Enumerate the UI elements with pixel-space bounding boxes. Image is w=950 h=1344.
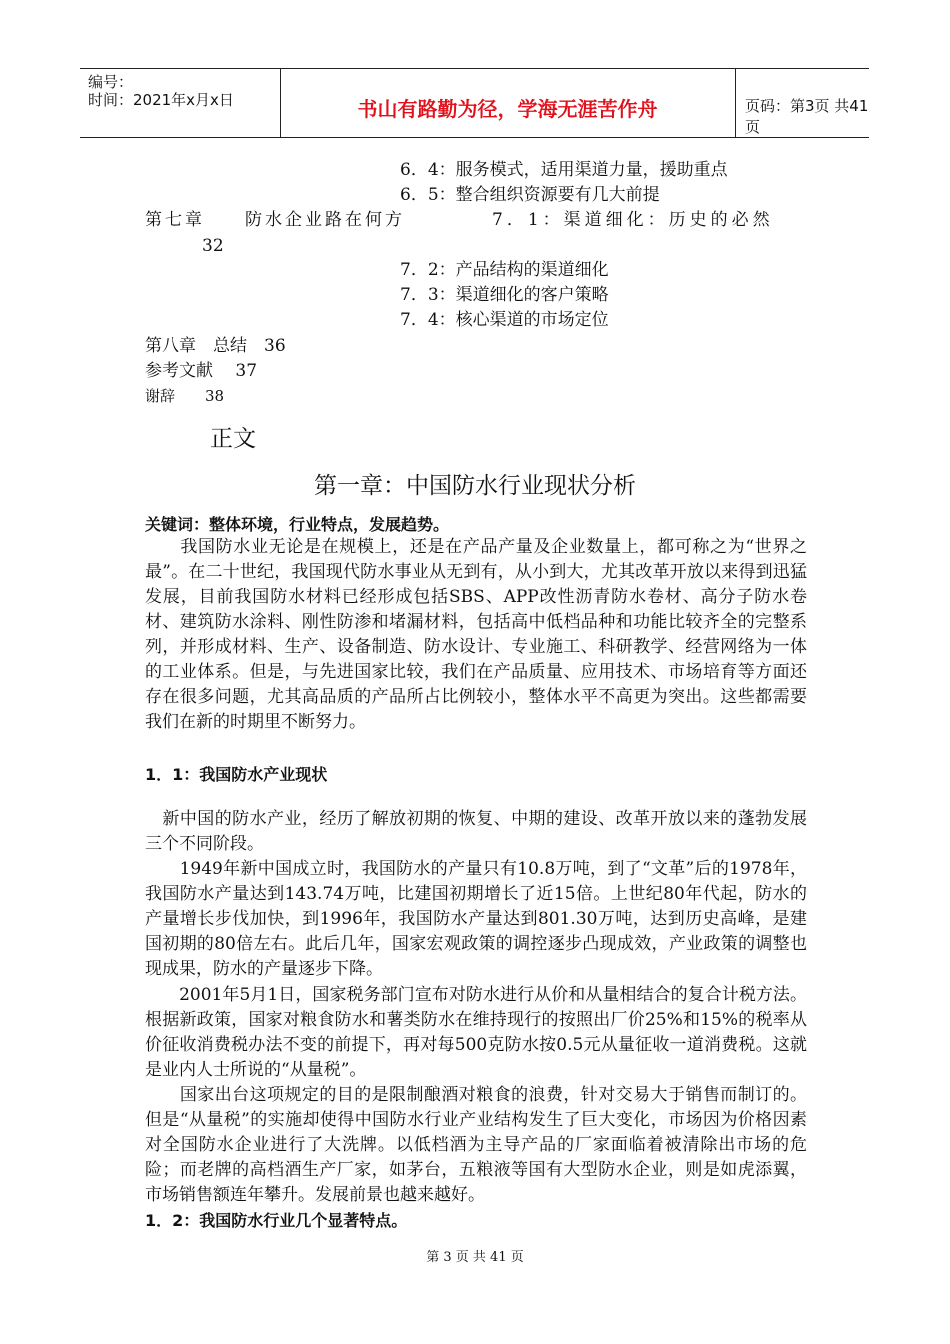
toc-acknowledgements: 谢辞 38 bbox=[145, 387, 225, 405]
page-header-table bbox=[80, 68, 869, 138]
header-motto: 书山有路勤为径，学海无涯苦作舟 bbox=[357, 97, 658, 121]
paragraph-industry-stages: 新中国的防水产业，经历了解放初期的恢复、中期的建设、改革开放以来的蓬勃发展三个不同阶段。 bbox=[145, 809, 807, 854]
page-footer: 第 3 页 共 41 页 bbox=[426, 1250, 524, 1265]
chapter-title: 第一章：中国防水行业现状分析 bbox=[314, 473, 636, 499]
paragraph-market-reshuffle: 国家出台这项规定的目的是限制酿酒对粮食的浪费，针对交易大于销售而制订的。但是“从量税”的实施却使得中国防水行业产业结构发生了巨大变化，市场因为价格因素对全国防水企业进行了大洗牌。以低档酒为主导产品的厂家面临着被清除出市场的危险；而老牌的高档酒生产厂家，如茅台，五粮液等国有大型防水企业，则是如虎添翼，市场销售额连年攀升。发展前景也越来越好。 bbox=[145, 1085, 807, 1205]
date-label: 时间：2021年x月x日 bbox=[88, 91, 234, 109]
paragraph-intro: 我国防水业无论是在规模上，还是在产品产量及企业数量上，都可称之为“世界之最”。在二十世纪，我国现代防水事业从无到有，从小到大，尤其改革开放以来得到迅猛发展，目前我国防水材料已经形成包括SBS、APP改性沥青防水卷材、高分子防水卷材、建筑防水涂料、刚性防渗和堵漏材料，包括高中低档品种和功能比较齐全的完整系列，并形成材料、生产、设备制造、防水设计、专业施工、科研教学、经营网络为一体的工业体系。但是，与先进国家比较，我们在产品质量、应用技术、市场培育等方面还存在很多问题，尤其高品质的产品所占比例较小，整体水平不高更为突出。这些都需要我们在新的时期里不断努力。 bbox=[145, 537, 807, 732]
paragraph-tax-policy: 2001年5月1日，国家税务部门宣布对防水进行从价和从量相结合的复合计税方法。根据新政策，国家对粮食防水和薯类防水在维持现行的按照出厂价25%和15%的税率从价征收消费税办法不变的前提下，再对每500克防水按0.5元从量征收一道消费税。这就是业内人士所说的“从量税”。 bbox=[145, 985, 807, 1080]
header-page-cell bbox=[735, 69, 869, 137]
toc-entry-7-3: 7．3：渠道细化的客户策略 bbox=[400, 285, 609, 305]
toc-chapter-8: 第八章 总结 36 bbox=[145, 336, 286, 356]
header-motto-cell bbox=[280, 69, 736, 137]
toc-entry-6-5: 6．5：整合组织资源要有几大前提 bbox=[400, 185, 660, 205]
paragraph-production-history: 1949年新中国成立时，我国防水的产量只有10.8万吨，到了“文革”后的1978年，我国防水产量达到143.74万吨，比建国初期增长了近15倍。上世纪80年代起，防水的产量增长步伐加快，到1996年，我国防水产量达到801.30万吨，达到历史高峰，是建国初期的80倍左右。此后几年，国家宏观政策的调控逐步凸现成效，产业政策的调整也现成果，防水的产量逐步下降。 bbox=[145, 859, 807, 979]
section-heading-1-1: 1．1：我国防水产业现状 bbox=[145, 765, 328, 784]
toc-chapter-7: 第七章 防水企业路在何方 bbox=[145, 210, 405, 230]
header-page-info: 页码：第3页 共41页 bbox=[745, 97, 869, 136]
toc-entry-6-4: 6．4：服务模式，适用渠道力量，援助重点 bbox=[400, 160, 728, 180]
serial-number-label: 编号： bbox=[88, 73, 134, 91]
header-meta-cell bbox=[80, 69, 281, 137]
toc-chapter-7-page: 32 bbox=[202, 236, 224, 256]
section-heading-1-2: 1．2：我国防水行业几个显著特点。 bbox=[145, 1211, 408, 1230]
toc-references: 参考文献 37 bbox=[145, 361, 258, 381]
keywords-line: 关键词：整体环境，行业特点，发展趋势。 bbox=[145, 515, 450, 534]
toc-entry-7-4: 7．4：核心渠道的市场定位 bbox=[400, 310, 609, 330]
toc-entry-7-2: 7．2：产品结构的渠道细化 bbox=[400, 260, 609, 280]
body-heading: 正文 bbox=[210, 426, 256, 452]
toc-entry-7-1: 7．1：渠道细化：历史的必然 bbox=[492, 210, 774, 230]
